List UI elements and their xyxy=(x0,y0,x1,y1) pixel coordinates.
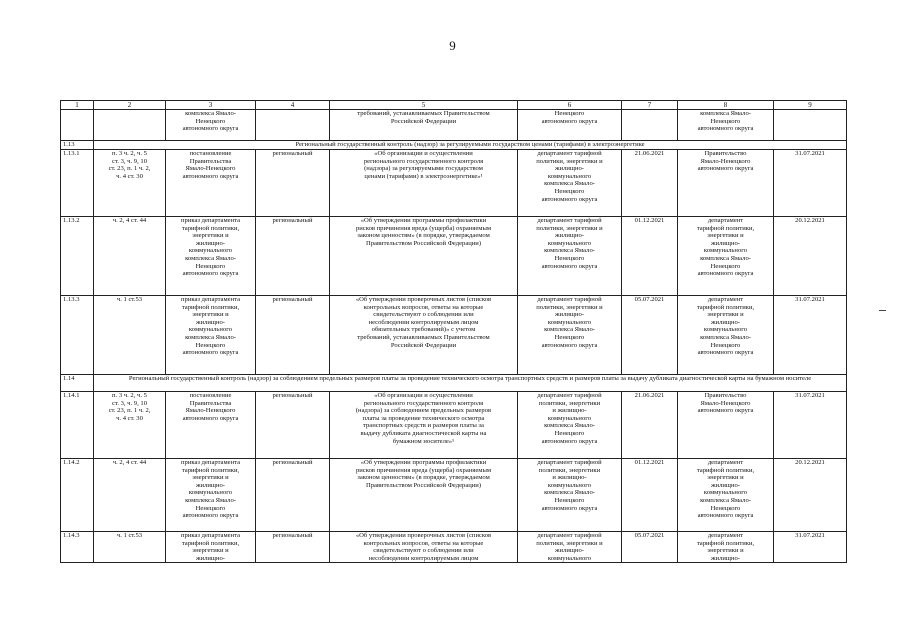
article-cell: п. 3 ч. 2, ч. 5 ст. 3, ч. 9, 10 ст. 23, п. 1 ч. 2, ч. 4 ст. 30 xyxy=(94,392,166,459)
table-row xyxy=(61,150,847,217)
date-cell: 01.12.2021 xyxy=(622,459,678,532)
section-header-row xyxy=(61,375,847,392)
level-cell: региональный xyxy=(256,150,330,217)
act-name-cell: «Об организации и осуществлении регионального государственного контроля (надзора) за регулируемыми государством ценами (тарифами) в электроэнергетике»¹ xyxy=(330,150,518,217)
date-cell: 01.12.2021 xyxy=(622,217,678,296)
approver-cell: Правительство Ямало-Ненецкого автономного округа xyxy=(678,150,774,217)
act-name-cell: «Об утверждении проверочных листов (списков контрольных вопросов, ответы на которые свидетельствуют о соблюдении или несоблюдении контролируемым лицом обязательных требований)» с учетом требований, устанавливаемых Правительством Российской Федерации xyxy=(330,296,518,375)
empty-cell xyxy=(94,110,166,141)
deadline-cell: 20.12.2021 xyxy=(774,217,847,296)
column-number-cell: 3 xyxy=(166,101,256,110)
act-type-cell: приказ департамента тарифной политики, энергетики и жилищно- xyxy=(166,532,256,563)
approver-cell: департамент тарифной политики, энергетики и жилищно- коммунального комплекса Ямало- Ненецкого автономного округа xyxy=(678,459,774,532)
act-name-cell: «Об организации и осуществлении регионального государственного контроля (надзора) за соблюдением предельных размеров платы за проведение технического осмотра транспортных средств и размеров платы за выдачу дубликата диагностической карты на бумажном носителе»¹ xyxy=(330,392,518,459)
level-cell: региональный xyxy=(256,296,330,375)
column-number-cell: 1 xyxy=(61,101,94,110)
developer-cell: департамент тарифной политики, энергетики и жилищно- коммунального комплекса Ямало- Ненецкого автономного округа xyxy=(518,296,622,375)
regulatory-acts-table xyxy=(60,100,847,563)
act-type-cell: приказ департамента тарифной политики, энергетики и жилищно- коммунального комплекса Ямало- Ненецкого автономного округа xyxy=(166,459,256,532)
level-cell: региональный xyxy=(256,459,330,532)
developer-cell: департамент тарифной политики, энергетики и жилищно- коммунального комплекса Ямало- Ненецкого автономного округа xyxy=(518,392,622,459)
column-number-header-row xyxy=(61,101,847,110)
developer-cell: Ненецкого автономного округа xyxy=(518,110,622,141)
section-title: Региональный государственный контроль (надзор) за регулируемыми государством ценами (тарифами) в электроэнергетике xyxy=(94,141,847,150)
column-number-cell: 5 xyxy=(330,101,518,110)
deadline-cell: 31.07.2021 xyxy=(774,150,847,217)
empty-cell xyxy=(774,110,847,141)
row-number: 1.13.1 xyxy=(61,150,94,217)
date-cell: 21.06.2021 xyxy=(622,392,678,459)
empty-cell xyxy=(256,110,330,141)
deadline-cell: 31.07.2021 xyxy=(774,392,847,459)
developer-cell: департамент тарифной политики, энергетики и жилищно- коммунального комплекса Ямало- Ненецкого автономного округа xyxy=(518,459,622,532)
approver-cell: комплекса Ямало- Ненецкого автономного округа xyxy=(678,110,774,141)
table-row xyxy=(61,459,847,532)
level-cell: региональный xyxy=(256,532,330,563)
deadline-cell: 31.07.2021 xyxy=(774,296,847,375)
approver-cell: департамент тарифной политики, энергетики и жилищно- коммунального комплекса Ямало- Ненецкого автономного округа xyxy=(678,217,774,296)
row-number: 1.13.3 xyxy=(61,296,94,375)
deadline-cell: 20.12.2021 xyxy=(774,459,847,532)
act-name-cell: «Об утверждении программы профилактики рисков причинения вреда (ущерба) охраняемым законом ценностям» (в порядке, утверждаемом Правительством Российской Федерации) xyxy=(330,217,518,296)
section-title: Региональный государственный контроль (надзор) за соблюдением предельных размеров платы за проведение технического осмотра транспортных средств и размеров платы за выдачу дубликата диагностической карты на бумажном носителе xyxy=(94,375,847,392)
act-type-cell: постановление Правительства Ямало-Ненецкого автономного округа xyxy=(166,392,256,459)
continuation-row xyxy=(61,110,847,141)
article-cell: ч. 2, 4 ст. 44 xyxy=(94,459,166,532)
column-number-cell: 8 xyxy=(678,101,774,110)
column-number-cell: 6 xyxy=(518,101,622,110)
table-row xyxy=(61,532,847,563)
article-cell: ч. 1 ст.53 xyxy=(94,532,166,563)
empty-cell xyxy=(622,110,678,141)
column-number-cell: 4 xyxy=(256,101,330,110)
section-header-row xyxy=(61,141,847,150)
date-cell: 05.07.2021 xyxy=(622,532,678,563)
approver-cell: Правительство Ямало-Ненецкого автономного округа xyxy=(678,392,774,459)
empty-cell xyxy=(61,110,94,141)
act-type-cell: комплекса Ямало- Ненецкого автономного округа xyxy=(166,110,256,141)
act-type-cell: приказ департамента тарифной политики, энергетики и жилищно- коммунального комплекса Ямало- Ненецкого автономного округа xyxy=(166,296,256,375)
article-cell: ч. 1 ст.53 xyxy=(94,296,166,375)
developer-cell: департамент тарифной политики, энергетики и жилищно- коммунального комплекса Ямало- Ненецкого автономного округа xyxy=(518,217,622,296)
row-number: 1.14.1 xyxy=(61,392,94,459)
act-type-cell: постановление Правительства Ямало-Ненецкого автономного округа xyxy=(166,150,256,217)
date-cell: 05.07.2021 xyxy=(622,296,678,375)
column-number-cell: 9 xyxy=(774,101,847,110)
column-number-cell: 7 xyxy=(622,101,678,110)
developer-cell: департамент тарифной политики, энергетики и жилищно- коммунального xyxy=(518,532,622,563)
level-cell: региональный xyxy=(256,392,330,459)
row-number: 1.14.2 xyxy=(61,459,94,532)
section-number: 1.14 xyxy=(61,375,94,392)
table-row xyxy=(61,392,847,459)
section-number: 1.13 xyxy=(61,141,94,150)
level-cell: региональный xyxy=(256,217,330,296)
row-number: 1.14.3 xyxy=(61,532,94,563)
approver-cell: департамент тарифной политики, энергетики и жилищно- xyxy=(678,532,774,563)
act-name-cell: требований, устанавливаемых Правительством Российской Федерации xyxy=(330,110,518,141)
row-number: 1.13.2 xyxy=(61,217,94,296)
table-row xyxy=(61,217,847,296)
table-row xyxy=(61,296,847,375)
article-cell: ч. 2, 4 ст. 44 xyxy=(94,217,166,296)
act-type-cell: приказ департамента тарифной политики, энергетики и жилищно- коммунального комплекса Ямало- Ненецкого автономного округа xyxy=(166,217,256,296)
deadline-cell: 31.07.2021 xyxy=(774,532,847,563)
act-name-cell: «Об утверждении программы профилактики рисков причинения вреда (ущерба) охраняемым законом ценностям» (в порядке, утверждаемом Правительством Российской Федерации) xyxy=(330,459,518,532)
approver-cell: департамент тарифной политики, энергетики и жилищно- коммунального комплекса Ямало- Ненецкого автономного округа xyxy=(678,296,774,375)
date-cell: 21.06.2021 xyxy=(622,150,678,217)
page-number: 9 xyxy=(449,38,456,53)
margin-mark xyxy=(879,310,886,311)
developer-cell: департамент тарифной политики, энергетики и жилищно- коммунального комплекса Ямало- Ненецкого автономного округа xyxy=(518,150,622,217)
article-cell: п. 3 ч. 2, ч. 5 ст. 3, ч. 9, 10 ст. 23, п. 1 ч. 2, ч. 4 ст. 30 xyxy=(94,150,166,217)
act-name-cell: «Об утверждении проверочных листов (списков контрольных вопросов, ответы на которые свидетельствуют о соблюдении или несоблюдении контролируемым лицом xyxy=(330,532,518,563)
column-number-cell: 2 xyxy=(94,101,166,110)
